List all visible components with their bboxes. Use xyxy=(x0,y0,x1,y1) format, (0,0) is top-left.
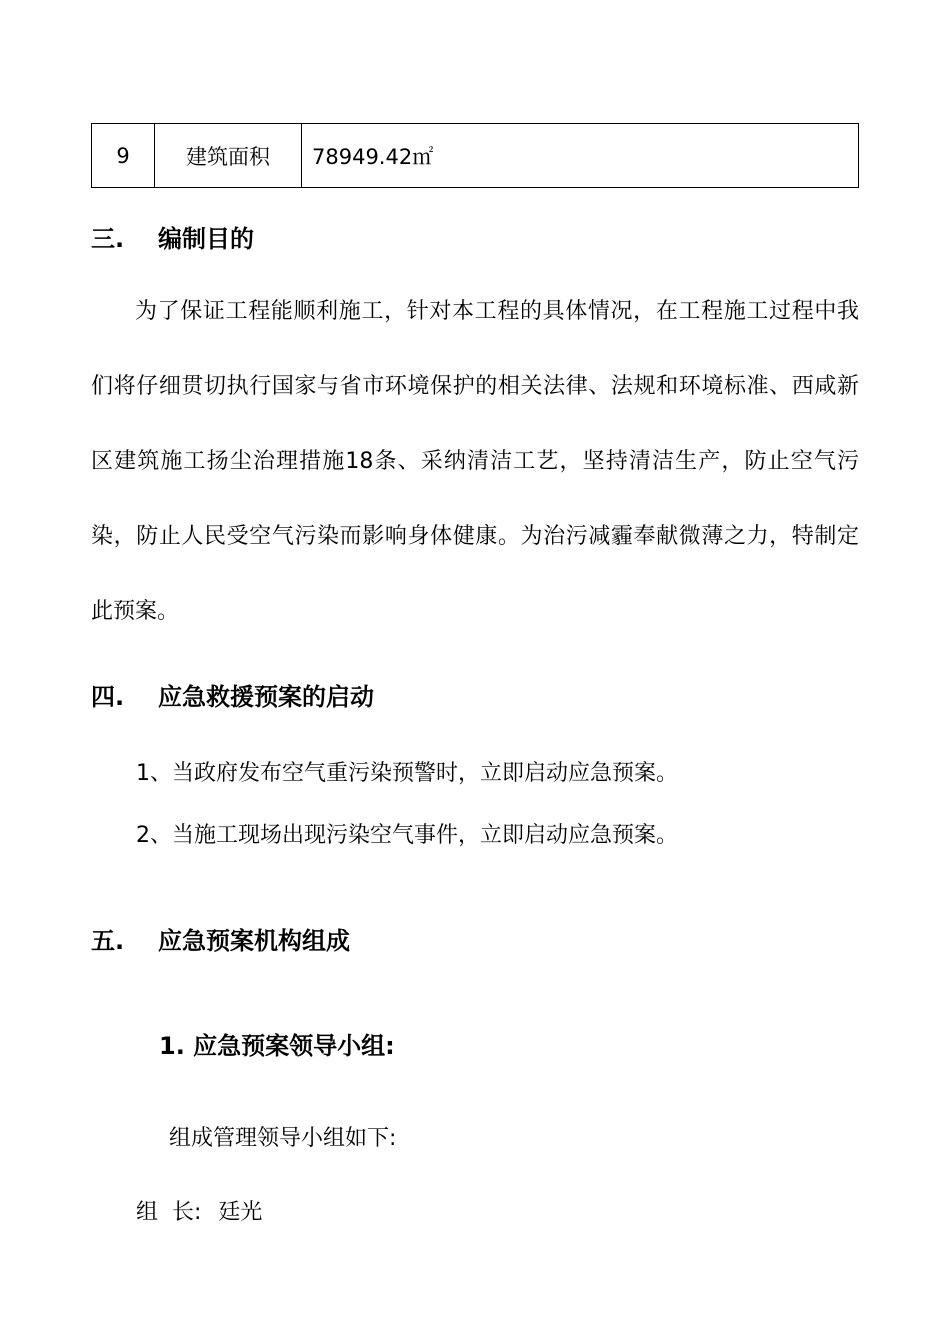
purpose-paragraph: 为了保证工程能顺利施工，针对本工程的具体情况，在工程施工过程中我们将仔细贯切执行国家与省市环境保护的相关法律、法规和环境标准、西咸新区建筑施工扬尘治理措施18条、采纳清洁工艺，坚持清洁生产，防止空气污染，防止人民受空气污染而影响身体健康。为治污减霾奉献微薄之力，特制定此预案。 xyxy=(91,299,859,624)
section-heading-5 xyxy=(91,921,350,956)
group-intro-text: 组成管理领导小组如下: xyxy=(169,1126,397,1151)
info-table xyxy=(91,123,859,188)
row-label-cell: 建筑面积 xyxy=(155,124,302,188)
list-item: 2、当施工现场出现污染空气事件，立即启动应急预案。 xyxy=(136,823,678,848)
leader-label: 组 长: xyxy=(136,1200,202,1225)
section-heading-3 xyxy=(91,219,254,254)
section-number: 三. xyxy=(91,225,125,253)
section-title: 编制目的 xyxy=(158,225,254,253)
section-heading-4 xyxy=(91,677,374,712)
section-title: 应急预案机构组成 xyxy=(158,927,350,955)
subsection-heading: 1. 应急预案领导小组: xyxy=(159,1032,395,1060)
row-value-cell: 78949.42㎡ xyxy=(302,124,859,188)
leader-name: 廷光 xyxy=(218,1200,263,1225)
table-row xyxy=(92,124,859,188)
section-number: 四. xyxy=(91,683,125,711)
row-index-cell: 9 xyxy=(92,124,155,188)
list-item: 1、当政府发布空气重污染预警时，立即启动应急预案。 xyxy=(136,761,678,786)
section-title: 应急救援预案的启动 xyxy=(158,683,374,711)
leader-line xyxy=(136,1195,262,1226)
section-number: 五. xyxy=(91,927,125,955)
